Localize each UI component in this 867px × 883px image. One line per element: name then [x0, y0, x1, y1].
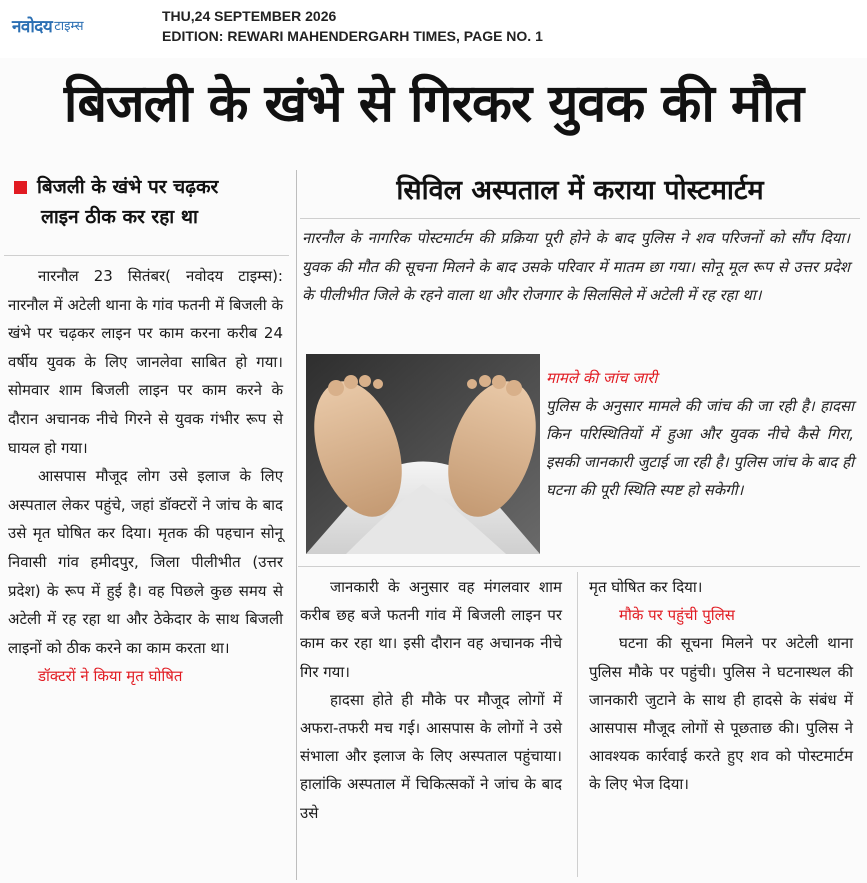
- red-square-bullet-icon: [14, 181, 27, 194]
- col-d-subhead: मौके पर पहुंची पुलिस: [619, 606, 735, 625]
- left-paragraph-1: नारनौल 23 सितंबर( नवोदय टाइम्स): नारनौल में अटेली थाना के गांव फतनी में बिजली के खंभे पर चढ़कर लाइन पर काम करना करीब 24 वर्षीय युवक के लिए जानलेवा साबित हो गया। सोमवार शाम बिजली लाइन पर काम करने के दौरान अचानक नीचे गिरने से युवक गंभीर रूप से घायल हो गया।: [8, 267, 283, 457]
- side-column: [546, 364, 854, 504]
- left-paragraph-2: आसपास मौजूद लोग उसे इलाज के लिए अस्पताल लेकर पहुंचे, जहां डॉक्टरों ने जांच के बाद उसे मृत घोषित कर दिया। मृतक की पहचान सोनू निवासी गांव हमीदपुर, जिला पीलीभीत (उत्तर प्रदेश) के रूप में हुई है। वह पिछले कुछ समय से अटेली में रह रहा था और ठेकेदार के साथ बिजली लाइनों को ठीक करने का काम करता था।: [8, 467, 283, 657]
- column-divider: [296, 170, 297, 880]
- edition-line: EDITION: REWARI MAHENDERGARH TIMES, PAGE NO. 1: [162, 28, 543, 44]
- side-text: पुलिस के अनुसार मामले की जांच की जा रही है। हादसा किन परिस्थितियों में हुआ और युवक नीचे कैसे गिरा, इसकी जानकारी जुटाई जा रही है। पुलिस जांच के बाद ही घटना की पूरी स्थिति स्पष्ट हो सकेगी।: [546, 397, 854, 499]
- col-c-paragraph-2: हादसा होते ही मौके पर मौजूद लोगों में अफरा-तफरी मच गई। आसपास के लोगों ने उसे संभाला और इलाज के लिए अस्पताल पहुंचाया। हालांकि अस्पताल में चिकित्सकों ने जांच के बाद उसे: [300, 690, 562, 822]
- left-subhead-line2: लाइन ठीक कर रहा था: [41, 206, 198, 228]
- date-line: THU,24 SEPTEMBER 2026: [162, 8, 337, 24]
- intro-text: नारनौल के नागरिक पोस्टमार्टम की प्रक्रिया पूरी होने के बाद पुलिस ने शव परिजनों को सौंप दिया। युवक की मौत की सूचना मिलने के बाद उसके परिवार में मातम छा गया। सोनू मूल रूप से उत्तर प्रदेश के पीलीभीत जिले के रहने वाला था और रोजगार के सिलसिले में अटेली में रह रहा था।: [302, 229, 850, 305]
- left-subheadline: [14, 172, 286, 232]
- left-subhead-line1: बिजली के खंभे पर चढ़कर: [37, 176, 219, 198]
- middle-bottom-column: [300, 573, 562, 827]
- right-bottom-column: [589, 573, 853, 799]
- side-subhead: मामले की जांच जारी: [546, 369, 658, 387]
- divider: [300, 218, 860, 219]
- logo-main: नवोदय: [12, 16, 53, 37]
- divider: [298, 566, 860, 567]
- left-subhead-red: डॉक्टरों ने किया मृत घोषित: [38, 667, 183, 686]
- column-divider: [577, 572, 578, 877]
- feet-under-sheet-image: [306, 354, 540, 554]
- section-headline: सिविल अस्पताल में कराया पोस्टमार्टम: [396, 175, 764, 206]
- main-headline: बिजली के खंभे से गिरकर युवक की मौत: [63, 74, 804, 134]
- logo-sub: टाइम्स: [54, 19, 84, 34]
- newspaper-logo[interactable]: [12, 10, 140, 40]
- edition-meta: [162, 6, 543, 46]
- col-d-continuation: मृत घोषित कर दिया।: [589, 578, 703, 596]
- intro-paragraph: [302, 224, 850, 310]
- col-d-paragraph-1: घटना की सूचना मिलने पर अटेली थाना पुलिस मौके पर पहुंची। पुलिस ने घटनास्थल की जानकारी जुटाने के साथ ही हादसे के संबंध में आसपास मौजूद लोगों से पूछताछ की। पुलिस ने आवश्यक कार्रवाई करते हुए शव को पोस्टमार्टम के लिए भेज दिया।: [589, 634, 853, 794]
- col-c-paragraph-1: जानकारी के अनुसार वह मंगलवार शाम करीब छह बजे फतनी गांव में बिजली लाइन पर काम कर रहा था। इसी दौरान वह अचानक नीचे गिर गया।: [300, 578, 562, 681]
- news-photo: [306, 354, 540, 554]
- masthead-bar: [0, 0, 867, 58]
- left-column-text: [8, 262, 283, 691]
- divider: [4, 255, 289, 256]
